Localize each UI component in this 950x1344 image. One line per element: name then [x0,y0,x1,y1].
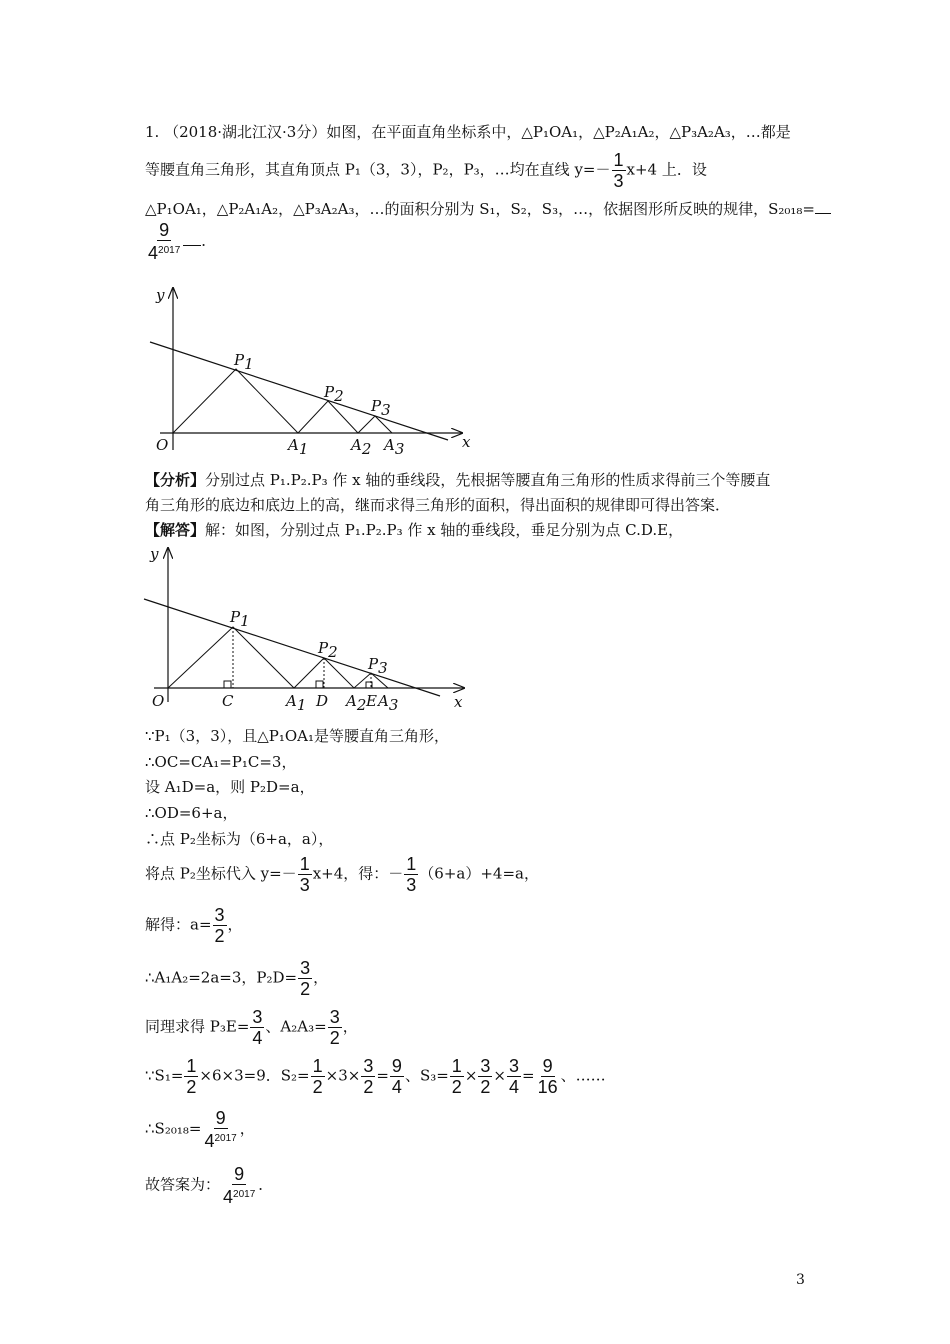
fraction: $\frac{9}{16}$ [537,1056,558,1097]
e-label: E [366,692,377,710]
fraction: $\frac{1}{2}$ [186,1056,197,1097]
fraction: $\frac{3}{2}$ [363,1056,374,1097]
fraction: $\frac{9}{4}$ [391,1056,402,1097]
d-label: D [316,692,329,710]
step-6: 将点 P₂坐标代入 y=－ $\frac{1}{3}$ x+4，得：－ $\frac{1}{3}$ （6+a）+4=a， [145,854,539,895]
triangles [168,627,388,688]
fraction: $\frac{3}{4}$ [508,1056,519,1097]
step-3: 设 A₁D=a，则 P₂D=a， [145,778,315,796]
line-y-eq [144,599,440,696]
fraction: $\frac{3}{4}$ [252,1007,263,1048]
figure-2 [140,542,480,717]
y-label: y [150,545,159,563]
a3-label: A3 [384,436,405,458]
fraction: $\frac{1}{3}$ [406,854,417,895]
answer-fraction: $\frac{9}{4^{2017}}$ [148,220,181,263]
fraction: $\frac{9}{4^{2017}}$ [204,1108,237,1151]
a2-label: A2 [346,692,367,714]
step-4: ∴OD=6+a， [145,804,238,822]
fraction: $\frac{1}{2}$ [312,1056,323,1097]
p1-label: P1 [230,608,250,630]
x-label: x [462,433,471,451]
c-label: C [222,692,234,710]
step-11: ∴S₂₀₁₈= $\frac{9}{4^{2017}}$ ， [145,1108,255,1151]
page-number: 3 [796,1272,805,1288]
a1-label: A1 [286,692,307,714]
problem-line-3: △P₁OA₁，△P₂A₁A₂，△P₃A₂A₃，…的面积分别为 S₁，S₂，S₃，…，依据图形所反映的规律，S₂₀₁₈= [145,199,831,219]
fraction: $\frac{1}{2}$ [451,1056,462,1097]
fraction: $\frac{3}{2}$ [214,905,225,946]
step-12: 故答案为： $\frac{9}{4^{2017}}$ ． [145,1164,274,1207]
a2-label: A2 [351,436,372,458]
problem-answer: $\frac{9}{4^{2017}}$ ． [148,220,217,263]
fraction: $\frac{1}{3}$ [299,854,310,895]
problem-line-2: 等腰直角三角形，其直角顶点 P₁（3，3），P₂，P₃，…均在直线 y=－ $\frac{1}{3}$ x+4 上．设 [145,150,707,191]
fraction: $\frac{3}{2}$ [480,1056,491,1097]
figure-1 [140,280,480,460]
answer-blank [815,213,831,214]
step-2: ∴OC=CA₁=P₁C=3， [145,753,297,771]
step-10: ∵S₁= $\frac{1}{2}$ ×6×3=9．S₂= $\frac{1}{2}$ ×3× $\frac{3}{2}$ = $\frac{9}{4}$ 、S₃= $\frac{1}{2}$ × $\frac{3}{2}$ × $\frac{3}{4}$ = $\frac{9}{16}$ 、…… [145,1056,606,1097]
p2-label: P2 [318,639,338,661]
p3-label: P3 [368,655,388,677]
answer-blank-tail [183,245,201,246]
triangles [173,369,392,433]
fraction: $\frac{1}{3}$ [613,150,624,191]
p3-label: P3 [371,397,391,419]
fraction: $\frac{3}{2}$ [300,958,311,999]
step-8: ∴A₁A₂=2a=3，P₂D= $\frac{3}{2}$ ， [145,958,329,999]
analysis-line-2: 角三角形的底边和底边上的高，继而求得三角形的面积，得出面积的规律即可得出答案． [145,496,731,514]
step-7: 解得：a= $\frac{3}{2}$ ， [145,905,243,946]
problem-line-1: 1. （2018·湖北江汉·3分）如图，在平面直角坐标系中，△P₁OA₁，△P₂A₁A₂，△P₃A₂A₃，…都是 [145,123,791,141]
line-y-eq [150,342,448,440]
origin-label: O [152,692,165,710]
step-1: ∵P₁（3，3），且△P₁OA₁是等腰直角三角形， [145,727,450,745]
origin-label: O [156,436,169,454]
solution-intro: 【解答】解：如图，分别过点 P₁.P₂.P₃ 作 x 轴的垂线段，垂足分别为点 C.D.E， [145,521,684,539]
x-label: x [454,693,463,711]
analysis-line-1: 【分析】分别过点 P₁.P₂.P₃ 作 x 轴的垂线段，先根据等腰直角三角形的性质求得前三个等腰直 [145,471,771,489]
a1-label: A1 [288,436,309,458]
a3-label: A3 [378,692,399,714]
fraction: $\frac{3}{2}$ [329,1007,340,1048]
p1-label: P1 [234,351,254,373]
step-9: 同理求得 P₃E= $\frac{3}{4}$ 、A₂A₃= $\frac{3}{2}$ ， [145,1007,358,1048]
right-angle-c [224,681,231,688]
fraction: $\frac{9}{4^{2017}}$ [223,1164,256,1207]
y-label: y [156,286,165,304]
right-angle-d [316,681,323,688]
step-5: ∴点 P₂坐标为（6+a，a）， [145,830,334,848]
p2-label: P2 [324,383,344,405]
